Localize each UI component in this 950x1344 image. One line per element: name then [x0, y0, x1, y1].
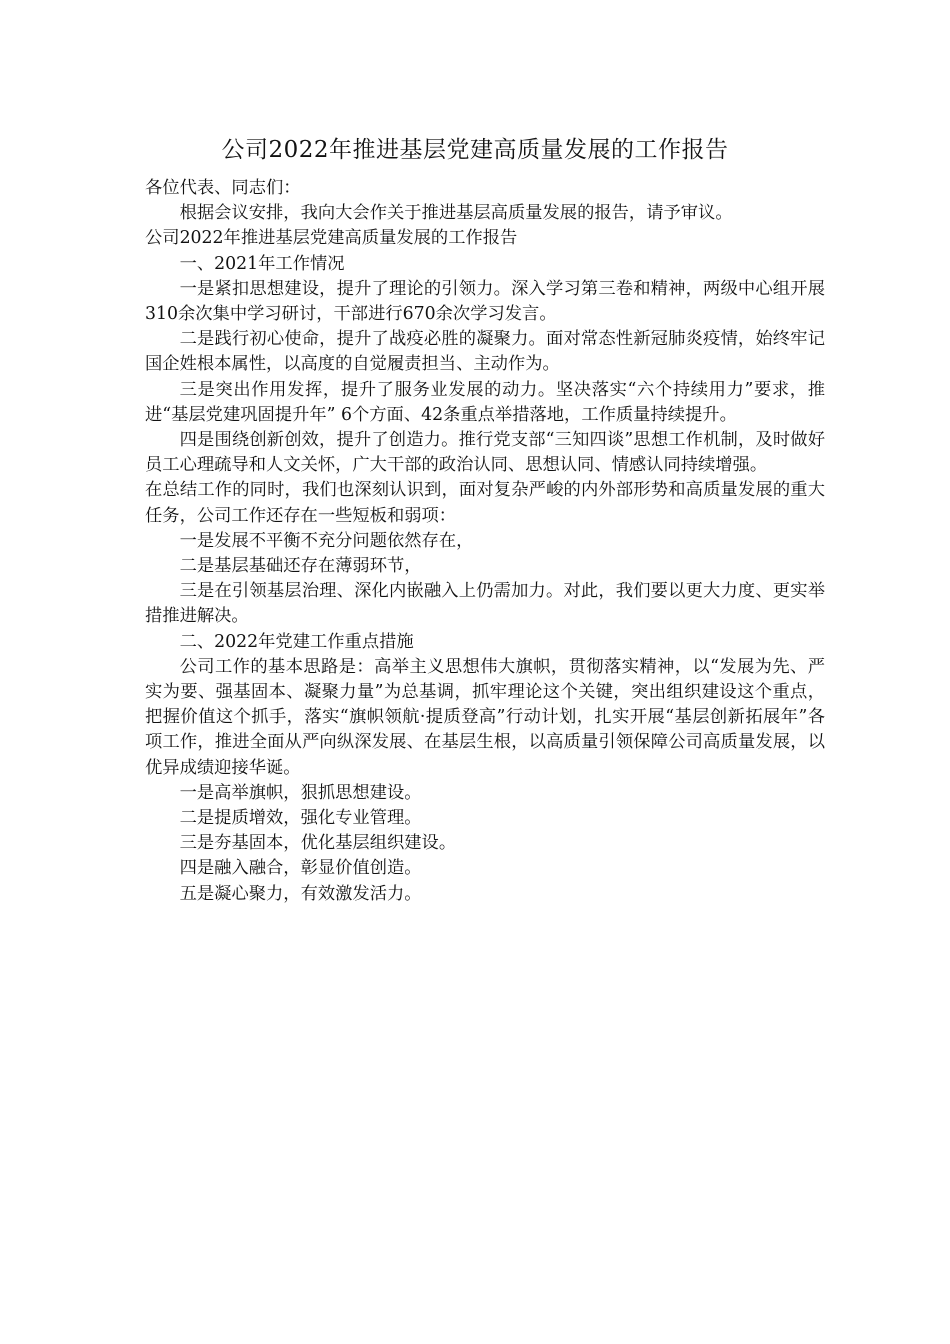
paragraph: 二是基层基础还存在薄弱环节，	[179, 556, 422, 577]
document-body	[145, 176, 825, 907]
paragraph: 三是突出作用发挥，提升了服务业发展的动力。坚决落实“六个持续用力”要求，推进“基层党建巩固提升年” 6个方面、42条重点举措落地，工作质量持续提升。	[145, 379, 825, 425]
paragraph: 公司工作的基本思路是：高举主义思想伟大旗帜，贯彻落实精神，以“发展为先、严实为要、强基固本、凝聚力量”为总基调，抓牢理论这个关键，突出组织建设这个重点，把握价值这个抓手，落实“旗帜领航·提质登高”行动计划，扎实开展“基层创新拓展年”各项工作，推进全面从严向纵深发展、在基层生根，以高质量引领保障公司高质量发展，以优异成绩迎接华诞。	[145, 656, 825, 778]
paragraph: 四是围绕创新创效，提升了创造力。推行党支部“三知四谈”思想工作机制，及时做好员工心理疏导和人文关怀，广大干部的政治认同、思想认同、情感认同持续增强。	[145, 430, 825, 476]
paragraph: 各位代表、同志们：	[145, 178, 301, 198]
paragraph: 三是夯基固本，优化基层组织建设。	[179, 833, 457, 854]
paragraph: 二是提质增效，强化专业管理。	[179, 808, 422, 829]
paragraph: 一是发展不平衡不充分问题依然存在，	[179, 530, 474, 551]
paragraph: 一是紧扣思想建设，提升了理论的引领力。深入学习第三卷和精神，两级中心组开展310余次集中学习研讨，干部进行670余次学习发言。	[145, 278, 825, 325]
paragraph: 二是践行初心使命，提升了战疫必胜的凝聚力。面对常态性新冠肺炎疫情，始终牢记国企姓根本属性，以高度的自觉履责担当、主动作为。	[145, 329, 825, 375]
paragraph: 五是凝心聚力，有效激发活力。	[179, 883, 422, 904]
paragraph: 在总结工作的同时，我们也深刻认识到，面对复杂严峻的内外部形势和高质量发展的重大任务，公司工作还存在一些短板和弱项：	[145, 480, 825, 526]
paragraph: 四是融入融合，彰显价值创造。	[179, 858, 422, 879]
paragraph: 一、2021年工作情况	[179, 253, 345, 274]
paragraph: 公司2022年推进基层党建高质量发展的工作报告	[145, 228, 518, 249]
paragraph: 根据会议安排，我向大会作关于推进基层高质量发展的报告，请予审议。	[179, 203, 733, 224]
paragraph: 二、2022年党建工作重点措施	[179, 631, 414, 652]
paragraph: 一是高举旗帜，狠抓思想建设。	[179, 782, 422, 803]
paragraph: 三是在引领基层治理、深化内嵌融入上仍需加力。对此，我们要以更大力度、更实举措推进解决。	[145, 581, 825, 627]
document-title: 公司2022年推进基层党建高质量发展的工作报告	[221, 137, 729, 163]
